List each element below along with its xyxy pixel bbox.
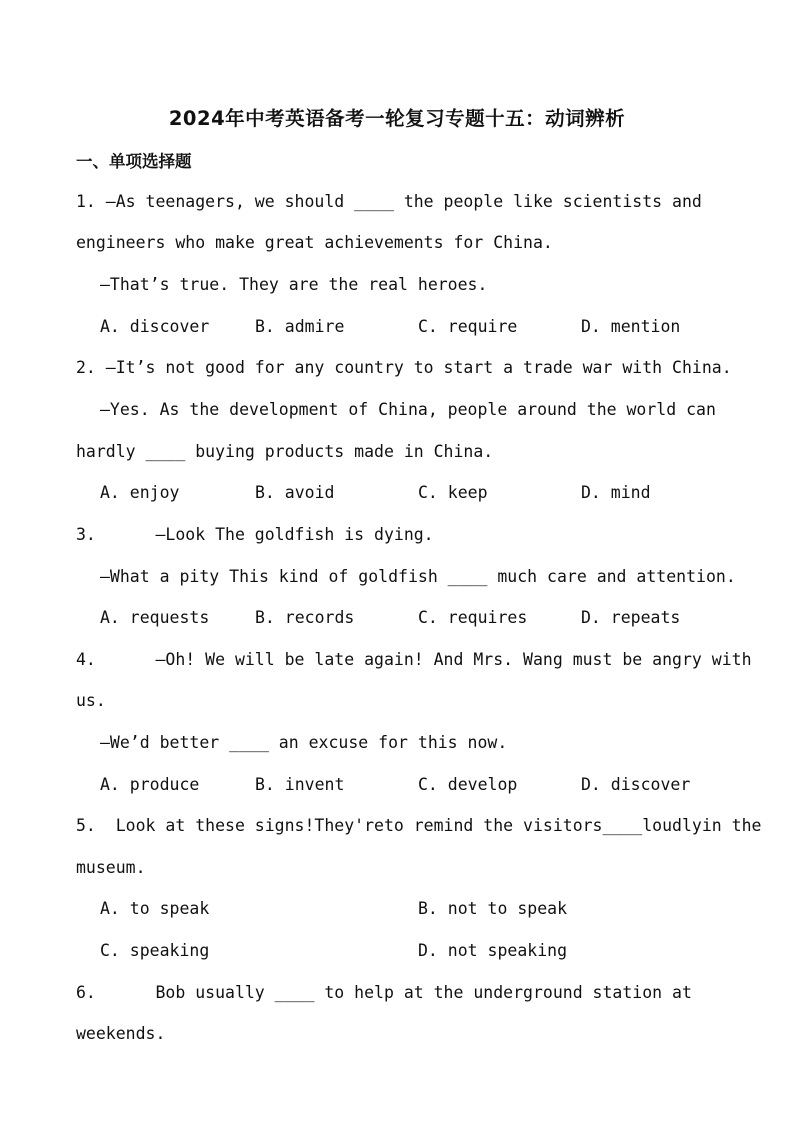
question-1-option-a: A. discover bbox=[100, 317, 210, 336]
section-heading: 一、单项选择题 bbox=[76, 152, 192, 171]
question-4-option-d: D. discover bbox=[581, 775, 691, 794]
question-5-option-c: C. speaking bbox=[100, 941, 210, 960]
question-2-option-d: D. mind bbox=[581, 483, 651, 502]
question-2-line-3: hardly ____ buying products made in China. bbox=[76, 442, 494, 461]
question-3-option-a: A. requests bbox=[100, 608, 210, 627]
question-2-line-1: 2. —It’s not good for any country to start a trade war with China. bbox=[76, 358, 732, 377]
question-2-option-c: C. keep bbox=[418, 483, 488, 502]
question-4-option-b: B. invent bbox=[255, 775, 345, 794]
question-3-line-1: 3. —Look The goldfish is dying. bbox=[76, 525, 434, 544]
question-1-option-c: C. require bbox=[418, 317, 518, 336]
question-1-line-1: 1. —As teenagers, we should ____ the people like scientists and bbox=[76, 192, 702, 211]
question-1-line-2: engineers who make great achievements for China. bbox=[76, 233, 553, 252]
question-3-option-c: C. requires bbox=[418, 608, 528, 627]
question-2-line-2: —Yes. As the development of China, people around the world can bbox=[100, 400, 716, 419]
question-3-option-d: D. repeats bbox=[581, 608, 681, 627]
question-2-option-b: B. avoid bbox=[255, 483, 335, 502]
question-4-line-2: us. bbox=[76, 691, 106, 710]
question-5-option-a: A. to speak bbox=[100, 899, 210, 918]
question-2-option-a: A. enjoy bbox=[100, 483, 180, 502]
question-1-option-d: D. mention bbox=[581, 317, 681, 336]
question-5-line-1: 5. Look at these signs!They'reto remind the visitors____loudlyin the bbox=[76, 816, 762, 835]
question-5-option-d: D. not speaking bbox=[418, 941, 568, 960]
question-3-option-b: B. records bbox=[255, 608, 355, 627]
question-5-line-2: museum. bbox=[76, 858, 146, 877]
question-1-line-3: —That’s true. They are the real heroes. bbox=[100, 275, 488, 294]
question-6-line-1: 6. Bob usually ____ to help at the underground station at bbox=[76, 983, 692, 1002]
question-6-line-2: weekends. bbox=[76, 1024, 166, 1043]
question-4-option-c: C. develop bbox=[418, 775, 518, 794]
document-title: 2024年中考英语备考一轮复习专题十五：动词辨析 bbox=[168, 107, 626, 130]
question-4-option-a: A. produce bbox=[100, 775, 200, 794]
question-5-option-b: B. not to speak bbox=[418, 899, 568, 918]
question-3-line-2: —What a pity This kind of goldfish ____ much care and attention. bbox=[100, 567, 736, 586]
question-4-line-1: 4. —Oh! We will be late again! And Mrs. Wang must be angry with bbox=[76, 650, 752, 669]
question-4-line-3: —We’d better ____ an excuse for this now. bbox=[100, 733, 508, 752]
question-1-option-b: B. admire bbox=[255, 317, 345, 336]
